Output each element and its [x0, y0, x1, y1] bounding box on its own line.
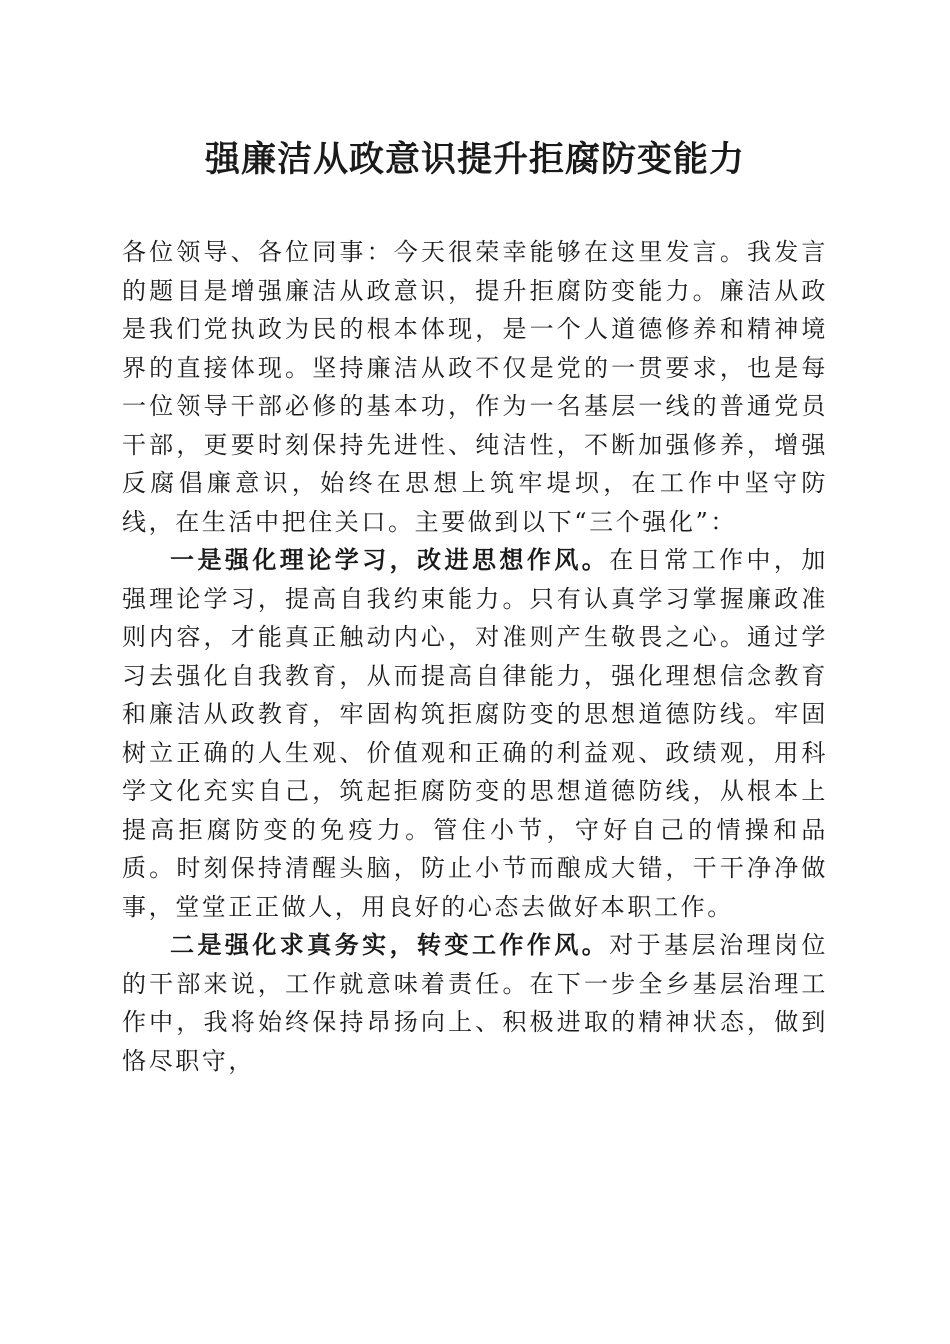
paragraph-work-style [122, 926, 828, 1080]
paragraph-lead: 一是强化理论学习，改进思想作风。 [170, 545, 610, 574]
opening-paragraph [122, 233, 828, 541]
paragraph-text: 在日常工作中，加强理论学习，提高自我约束能力。只有认真学习掌握廉政准则内容，才能真正触动内心，对准则产生敬畏之心。通过学习去强化自我教育，从而提高自律能力，强化理想信念教育和廉洁从政教育，牢固构筑拒腐防变的思想道德防线。牢固树立正确的人生观、价值观和正确的利益观、政绩观，用科学文化充实自己，筑起拒腐防变的思想道德防线，从根本上提高拒腐防变的免疫力。管住小节，守好自己的情操和品质。时刻保持清醒头脑，防止小节而酿成大错，干干净净做事，堂堂正正做人，用良好的心态去做好本职工作。 [122, 546, 828, 921]
paragraph-theory-study [122, 541, 828, 926]
paragraph-text: 对于基层治理岗位的干部来说，工作就意味着责任。在下一步全乡基层治理工作中，我将始终保持昂扬向上、积极进取的精神状态，做到恪尽职守， [122, 931, 828, 1075]
document-body [122, 233, 828, 1080]
paragraph-text: 各位领导、各位同事：今天很荣幸能够在这里发言。我发言的题目是增强廉洁从政意识，提升拒腐防变能力。廉洁从政是我们党执政为民的根本体现，是一个人道德修养和精神境界的直接体现。坚持廉洁从政不仅是党的一贯要求，也是每一位领导干部必修的基本功，作为一名基层一线的普通党员干部，更要时刻保持先进性、纯洁性，不断加强修养，增强反腐倡廉意识，始终在思想上筑牢堤坝，在工作中坚守防线，在生活中把住关口。主要做到以下“三个强化”： [122, 238, 828, 536]
document-title: 强廉洁从政意识提升拒腐防变能力 [204, 139, 745, 180]
paragraph-lead: 二是强化求真务实，转变工作作风。 [170, 930, 610, 959]
